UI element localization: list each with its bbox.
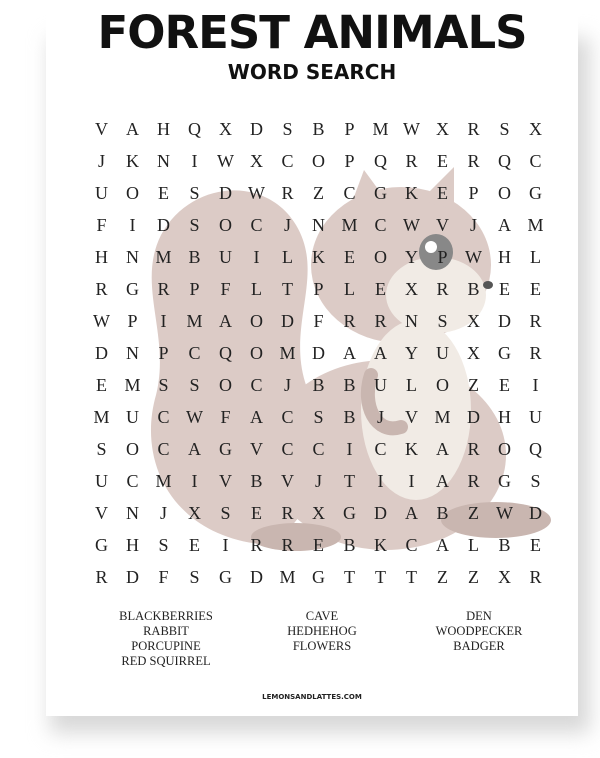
grid-letter[interactable]: R [281, 503, 294, 523]
grid-letter[interactable]: D [529, 503, 542, 523]
grid-letter[interactable]: F [158, 567, 169, 587]
grid-letter[interactable]: S [282, 119, 293, 139]
grid-letter[interactable]: N [126, 247, 139, 267]
grid-letter[interactable]: W [93, 311, 110, 331]
grid-letter[interactable]: C [157, 407, 170, 427]
grid-letter[interactable]: W [403, 215, 420, 235]
grid-letter[interactable]: I [408, 471, 415, 491]
grid-letter[interactable]: B [343, 407, 356, 427]
grid-letter[interactable]: O [126, 183, 139, 203]
grid-letter[interactable]: S [530, 471, 541, 491]
grid-letter[interactable]: S [158, 535, 169, 555]
grid-letter[interactable]: R [374, 311, 387, 331]
grid-letter[interactable]: G [312, 567, 325, 587]
grid-letter[interactable]: E [499, 279, 510, 299]
grid-letter[interactable]: O [498, 183, 511, 203]
page-title: FOREST ANIMALS [97, 6, 527, 59]
grid-letter[interactable]: F [220, 407, 231, 427]
grid-letter[interactable]: A [250, 407, 263, 427]
grid-letter[interactable]: L [468, 535, 479, 555]
grid-letter[interactable]: D [126, 567, 139, 587]
grid-letter[interactable]: Z [468, 375, 479, 395]
grid-letter[interactable]: M [279, 343, 296, 363]
grid-letter[interactable]: W [403, 119, 420, 139]
grid-letter[interactable]: D [219, 183, 232, 203]
grid-letter[interactable]: K [126, 151, 139, 171]
grid-letter[interactable]: I [160, 311, 167, 331]
grid-letter[interactable]: C [374, 215, 387, 235]
grid-letter[interactable]: H [95, 247, 108, 267]
grid-letter[interactable]: E [344, 247, 355, 267]
grid-letter[interactable]: P [344, 151, 355, 171]
grid-letter[interactable]: A [374, 343, 387, 363]
grid-letter[interactable]: Q [188, 119, 201, 139]
grid-letter[interactable]: N [312, 215, 325, 235]
grid-letter[interactable]: V [219, 471, 232, 491]
grid-letter[interactable]: X [188, 503, 201, 523]
word-item: PORCUPINE [131, 639, 201, 653]
grid-letter[interactable]: S [96, 439, 107, 459]
grid-letter[interactable]: X [529, 119, 542, 139]
word-item: BLACKBERRIES [119, 609, 213, 623]
grid-letter[interactable]: S [220, 503, 231, 523]
grid-letter[interactable]: W [465, 247, 482, 267]
page-subtitle: WORD SEARCH [227, 60, 397, 84]
grid-letter[interactable]: C [126, 471, 139, 491]
word-item: RABBIT [143, 624, 189, 638]
grid-letter[interactable]: H [498, 407, 511, 427]
grid-letter[interactable]: A [343, 343, 356, 363]
grid-letter[interactable]: R [436, 279, 449, 299]
grid-letter[interactable]: Z [468, 503, 479, 523]
grid-letter[interactable]: E [251, 503, 262, 523]
grid-letter[interactable]: N [126, 503, 139, 523]
grid-letter[interactable]: U [95, 471, 108, 491]
grid-letter[interactable]: A [126, 119, 139, 139]
grid-letter[interactable]: E [499, 375, 510, 395]
grid-letter[interactable]: C [312, 439, 325, 459]
grid-letter[interactable]: Y [405, 247, 418, 267]
grid-letter[interactable]: U [219, 247, 232, 267]
grid-letter[interactable]: R [281, 183, 294, 203]
grid-letter[interactable]: W [248, 183, 265, 203]
word-item: RED SQUIRREL [121, 654, 211, 668]
grid-letter[interactable]: W [496, 503, 513, 523]
grid-letter[interactable]: J [159, 503, 167, 523]
grid-letter[interactable]: I [253, 247, 260, 267]
grid-letter[interactable]: C [374, 439, 387, 459]
grid-letter[interactable]: H [126, 535, 139, 555]
grid-letter[interactable]: C [405, 535, 418, 555]
grid-letter[interactable]: F [313, 311, 324, 331]
grid-letter[interactable]: K [405, 439, 418, 459]
grid-letter[interactable]: A [436, 535, 449, 555]
grid-letter[interactable]: B [188, 247, 201, 267]
grid-letter[interactable]: Y [405, 343, 418, 363]
grid-letter[interactable]: R [281, 535, 294, 555]
grid-letter[interactable]: L [251, 279, 262, 299]
grid-letter[interactable]: G [374, 183, 387, 203]
grid-letter[interactable]: G [219, 567, 232, 587]
grid-letter[interactable]: X [250, 151, 263, 171]
grid-letter[interactable]: D [498, 311, 511, 331]
grid-letter[interactable]: W [217, 151, 234, 171]
grid-letter[interactable]: G [343, 503, 356, 523]
grid-letter[interactable]: U [95, 183, 108, 203]
grid-letter[interactable]: U [126, 407, 139, 427]
grid-letter[interactable]: Q [498, 151, 511, 171]
grid-letter[interactable]: R [95, 567, 108, 587]
grid-letter[interactable]: B [312, 375, 325, 395]
grid-letter[interactable]: R [529, 343, 542, 363]
grid-letter[interactable]: C [250, 375, 263, 395]
grid-letter[interactable]: C [343, 183, 356, 203]
grid-letter[interactable]: G [529, 183, 542, 203]
grid-letter[interactable]: L [344, 279, 355, 299]
grid-letter[interactable]: G [498, 471, 511, 491]
grid-letter[interactable]: O [312, 151, 325, 171]
grid-letter[interactable]: Q [219, 343, 232, 363]
grid-letter[interactable]: R [157, 279, 170, 299]
grid-letter[interactable]: E [96, 375, 107, 395]
grid-letter[interactable]: D [374, 503, 387, 523]
grid-letter[interactable]: O [498, 439, 511, 459]
word-item: DEN [466, 609, 492, 623]
grid-letter[interactable]: B [498, 535, 511, 555]
grid-letter[interactable]: A [498, 215, 511, 235]
grid-letter[interactable]: M [155, 247, 172, 267]
grid-letter[interactable]: C [188, 343, 201, 363]
grid-letter[interactable]: E [189, 535, 200, 555]
grid-letter[interactable]: S [499, 119, 510, 139]
grid-letter[interactable]: M [155, 471, 172, 491]
grid-letter[interactable]: R [467, 119, 480, 139]
grid-letter[interactable]: A [436, 439, 449, 459]
grid-letter[interactable]: U [529, 407, 542, 427]
grid-letter[interactable]: L [282, 247, 293, 267]
grid-letter[interactable]: T [406, 567, 417, 587]
grid-letter[interactable]: M [93, 407, 110, 427]
word-item: BADGER [453, 639, 505, 653]
grid-letter[interactable]: U [436, 343, 449, 363]
grid-letter[interactable]: V [281, 471, 294, 491]
grid-letter[interactable]: X [467, 311, 480, 331]
grid-letter[interactable]: R [467, 471, 480, 491]
grid-letter[interactable]: B [343, 375, 356, 395]
grid-letter[interactable]: U [374, 375, 387, 395]
grid-letter[interactable]: P [468, 183, 479, 203]
grid-letter[interactable]: N [157, 151, 170, 171]
grid-letter[interactable]: S [189, 375, 200, 395]
grid-letter[interactable]: L [530, 247, 541, 267]
grid-letter[interactable]: R [343, 311, 356, 331]
grid-letter[interactable]: E [158, 183, 169, 203]
word-list-column-2 [237, 609, 407, 654]
grid-letter[interactable]: E [530, 279, 541, 299]
grid-letter[interactable]: J [314, 471, 322, 491]
grid-letter[interactable]: M [372, 119, 389, 139]
grid-letter[interactable]: P [127, 311, 138, 331]
grid-letter[interactable]: A [436, 471, 449, 491]
grid-letter[interactable]: T [282, 279, 293, 299]
word-list-column-1 [81, 609, 251, 669]
grid-letter[interactable]: X [219, 119, 232, 139]
grid-letter[interactable]: O [219, 215, 232, 235]
grid-letter[interactable]: G [95, 535, 108, 555]
grid-letter[interactable]: J [283, 375, 291, 395]
grid-letter[interactable]: C [529, 151, 542, 171]
grid-letter[interactable]: D [157, 215, 170, 235]
worksheet-page [46, 0, 578, 716]
grid-letter[interactable]: B [250, 471, 263, 491]
grid-letter[interactable]: P [313, 279, 324, 299]
letter-grid [86, 113, 551, 593]
grid-letter[interactable]: J [97, 151, 105, 171]
grid-letter[interactable]: C [250, 215, 263, 235]
grid-letter[interactable]: O [219, 375, 232, 395]
grid-letter[interactable]: P [189, 279, 200, 299]
grid-letter[interactable]: E [437, 151, 448, 171]
grid-letter[interactable]: M [186, 311, 203, 331]
grid-letter[interactable]: S [437, 311, 448, 331]
grid-letter[interactable]: X [467, 343, 480, 363]
grid-letter[interactable]: I [129, 215, 136, 235]
grid-letter[interactable]: S [189, 567, 200, 587]
grid-letter[interactable]: R [250, 535, 263, 555]
grid-letter[interactable]: T [375, 567, 386, 587]
grid-letter[interactable]: V [436, 215, 449, 235]
grid-letter[interactable]: A [219, 311, 232, 331]
grid-letter[interactable]: R [529, 567, 542, 587]
grid-letter[interactable]: B [312, 119, 325, 139]
grid-letter[interactable]: Q [374, 151, 387, 171]
grid-letter[interactable]: M [124, 375, 141, 395]
grid-letter[interactable]: P [344, 119, 355, 139]
grid-letter[interactable]: V [405, 407, 418, 427]
grid-letter[interactable]: O [250, 311, 263, 331]
grid-letter[interactable]: X [436, 119, 449, 139]
word-item: WOODPECKER [435, 624, 523, 638]
grid-letter[interactable]: M [527, 215, 544, 235]
word-item: FLOWERS [292, 639, 352, 653]
grid-letter[interactable]: R [467, 439, 480, 459]
grid-letter[interactable]: F [96, 215, 107, 235]
word-item: HEDHEHOG [287, 624, 357, 638]
grid-letter[interactable]: V [95, 503, 108, 523]
grid-letter[interactable]: D [95, 343, 108, 363]
grid-letter[interactable]: M [279, 567, 296, 587]
grid-letter[interactable]: S [189, 183, 200, 203]
grid-letter[interactable]: O [126, 439, 139, 459]
grid-letter[interactable]: E [313, 535, 324, 555]
grid-letter[interactable]: D [250, 119, 263, 139]
grid-letter[interactable]: E [375, 279, 386, 299]
grid-letter[interactable]: I [532, 375, 539, 395]
grid-letter[interactable]: O [250, 343, 263, 363]
grid-letter[interactable]: I [346, 439, 353, 459]
grid-letter[interactable]: H [157, 119, 170, 139]
grid-letter[interactable]: C [281, 439, 294, 459]
grid-letter[interactable]: K [405, 183, 418, 203]
grid-letter[interactable]: P [437, 247, 448, 267]
grid-letter[interactable]: S [313, 407, 324, 427]
grid-letter[interactable]: X [405, 279, 418, 299]
grid-letter[interactable]: P [158, 343, 169, 363]
word-item: CAVE [305, 609, 339, 623]
grid-letter[interactable]: E [437, 183, 448, 203]
grid-letter[interactable]: V [95, 119, 108, 139]
grid-letter[interactable]: R [467, 151, 480, 171]
grid-letter[interactable]: V [250, 439, 263, 459]
grid-letter[interactable]: N [405, 311, 418, 331]
word-list-column-3 [394, 609, 564, 654]
grid-letter[interactable]: O [436, 375, 449, 395]
grid-letter[interactable]: B [436, 503, 449, 523]
grid-letter[interactable]: S [158, 375, 169, 395]
grid-letter[interactable]: I [377, 471, 384, 491]
grid-letter[interactable]: O [374, 247, 387, 267]
grid-letter[interactable]: M [341, 215, 358, 235]
grid-letter[interactable]: G [126, 279, 139, 299]
grid-letter[interactable]: J [376, 407, 384, 427]
grid-letter[interactable]: R [95, 279, 108, 299]
grid-letter[interactable]: C [157, 439, 170, 459]
grid-letter[interactable]: D [281, 311, 294, 331]
grid-letter[interactable]: B [467, 279, 480, 299]
grid-letter[interactable]: C [281, 407, 294, 427]
grid-letter[interactable]: G [498, 343, 511, 363]
grid-letter[interactable]: D [250, 567, 263, 587]
grid-letter[interactable]: M [434, 407, 451, 427]
grid-letter[interactable]: D [312, 343, 325, 363]
grid-letter[interactable]: Q [529, 439, 542, 459]
grid-letter[interactable]: C [281, 151, 294, 171]
grid-letter[interactable]: B [343, 535, 356, 555]
grid-letter[interactable]: J [469, 215, 477, 235]
grid-letter[interactable]: G [219, 439, 232, 459]
grid-letter[interactable]: T [344, 471, 355, 491]
grid-letter[interactable]: X [498, 567, 511, 587]
grid-letter[interactable]: E [530, 535, 541, 555]
grid-letter[interactable]: T [344, 567, 355, 587]
grid-letter[interactable]: Z [313, 183, 324, 203]
grid-letter[interactable]: F [220, 279, 231, 299]
grid-letter[interactable]: S [189, 215, 200, 235]
grid-letter[interactable]: R [405, 151, 418, 171]
grid-letter[interactable]: A [188, 439, 201, 459]
grid-letter[interactable]: I [191, 471, 198, 491]
grid-letter[interactable]: L [406, 375, 417, 395]
grid-letter[interactable]: Z [468, 567, 479, 587]
grid-letter[interactable]: K [374, 535, 387, 555]
grid-letter[interactable]: N [126, 343, 139, 363]
grid-letter[interactable]: H [498, 247, 511, 267]
grid-letter[interactable]: I [222, 535, 229, 555]
grid-letter[interactable]: X [312, 503, 325, 523]
grid-letter[interactable]: R [529, 311, 542, 331]
grid-letter[interactable]: A [405, 503, 418, 523]
grid-letter[interactable]: D [467, 407, 480, 427]
site-footer: LEMONSANDLATTES.COM [262, 693, 362, 701]
grid-letter[interactable]: I [191, 151, 198, 171]
grid-letter[interactable]: K [312, 247, 325, 267]
grid-letter[interactable]: W [186, 407, 203, 427]
grid-letter[interactable]: J [283, 215, 291, 235]
grid-letter[interactable]: Z [437, 567, 448, 587]
